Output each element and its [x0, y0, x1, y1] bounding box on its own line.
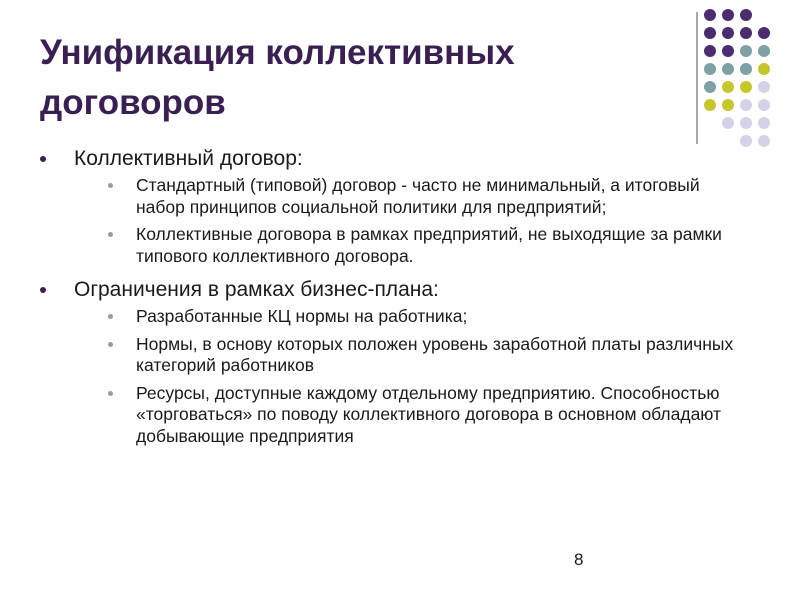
- decorative-dot: [740, 99, 752, 111]
- page-number: 8: [574, 550, 584, 569]
- decorative-dot: [722, 117, 734, 129]
- sub-bullet-enterprise-resources: [74, 383, 740, 448]
- sub-bullet-dot-icon: [108, 391, 113, 396]
- decorative-dot: [704, 45, 716, 57]
- decorative-dot: [704, 63, 716, 75]
- decorative-dot: [722, 63, 734, 75]
- decorative-dot: [740, 63, 752, 75]
- sub-bullet-list: [74, 306, 740, 447]
- decorative-dot: [740, 9, 752, 21]
- decorative-dot-grid: [704, 9, 794, 139]
- decorative-dot: [740, 81, 752, 93]
- decorative-dot: [722, 99, 734, 111]
- decorative-dot: [758, 135, 770, 147]
- sub-bullet-text: Коллективные договора в рамках предприятий, не выходящие за рамки типового коллективного договора.: [136, 224, 722, 266]
- decorative-dot: [722, 9, 734, 21]
- decorative-dot: [740, 117, 752, 129]
- decorative-dot: [704, 99, 716, 111]
- decorative-dot: [758, 81, 770, 93]
- sub-bullet-list: [74, 175, 740, 267]
- decorative-dot: [722, 81, 734, 93]
- decorative-dot: [758, 99, 770, 111]
- bullet-text: Ограничения в рамках бизнес-плана:: [74, 278, 439, 301]
- decorative-dot: [740, 45, 752, 57]
- vertical-divider: [696, 12, 698, 144]
- decorative-dot: [704, 9, 716, 21]
- decorative-dot: [758, 63, 770, 75]
- decorative-dot: [740, 27, 752, 39]
- decorative-dot: [704, 27, 716, 39]
- sub-bullet-text: Стандартный (типовой) договор - часто не минимальный, а итоговый набор принципов социальной политики для предприятий;: [136, 175, 700, 217]
- sub-bullet-dot-icon: [108, 232, 113, 237]
- bullet-business-plan-limits: [40, 277, 740, 447]
- decorative-dot: [722, 45, 734, 57]
- sub-bullet-dot-icon: [108, 314, 113, 319]
- sub-bullet-worker-norms: [74, 306, 740, 328]
- decorative-dot: [722, 27, 734, 39]
- bullet-dot-icon: [40, 287, 46, 293]
- decorative-dot: [758, 45, 770, 57]
- sub-bullet-standard-agreement: [74, 175, 740, 218]
- sub-bullet-dot-icon: [108, 183, 113, 188]
- sub-bullet-text: Нормы, в основу которых положен уровень заработной платы различных категорий работников: [136, 333, 734, 375]
- sub-bullet-wage-norms: [74, 334, 740, 377]
- slide-title: Унификация коллективных договоров: [40, 33, 515, 122]
- bullet-collective-agreement: [40, 146, 740, 267]
- bullet-text: Коллективный договор:: [74, 147, 303, 170]
- sub-bullet-text: Ресурсы, доступные каждому отдельному предприятию. Способностью «торговаться» по поводу коллективного договора в основном обладают добывающие предприятия: [136, 382, 722, 446]
- sub-bullet-enterprise-agreements: [74, 224, 740, 267]
- sub-bullet-text: Разработанные КЦ нормы на работника;: [136, 306, 468, 326]
- decorative-dot: [758, 117, 770, 129]
- slide-content: [40, 146, 740, 447]
- sub-bullet-dot-icon: [108, 342, 113, 347]
- decorative-dot: [758, 27, 770, 39]
- bullet-dot-icon: [40, 156, 46, 162]
- decorative-dot: [740, 135, 752, 147]
- decorative-dot: [704, 81, 716, 93]
